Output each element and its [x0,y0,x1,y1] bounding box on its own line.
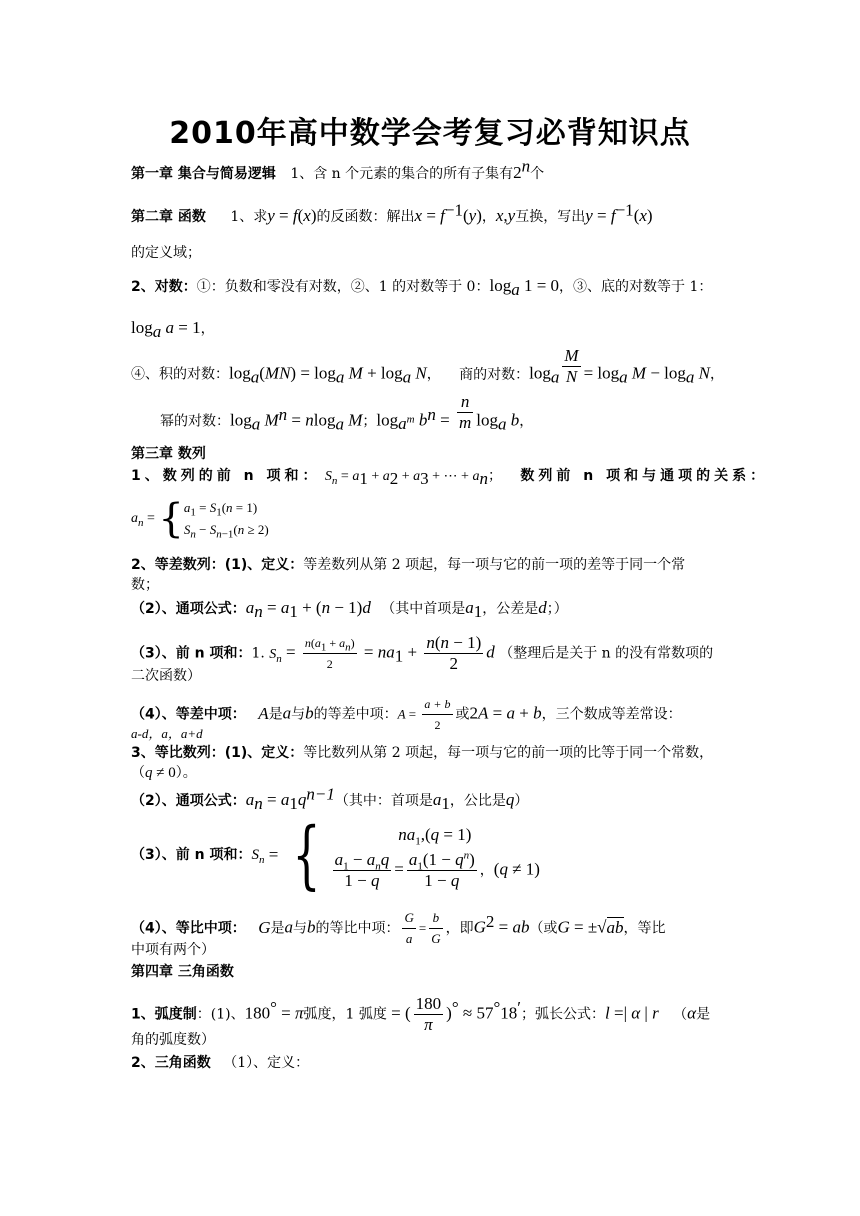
geo-general-label: （2）、通项公式： [131,793,246,809]
arith-mid-line: （4）、等差中项： A是a与b的等差中项：A = $\frac{a + b}{2}$ 或2A = a + b，三个数成等差常设： [131,694,730,735]
geo-mid-label: （4）、等比中项： [131,920,246,937]
geo-title: 3、等比数列 [131,745,211,761]
log-quotient-label: 商的对数： [459,366,530,383]
arith-mid-label: （4）、等差中项： [131,706,246,723]
chapter-2-label: 第二章 函数 [131,209,206,225]
chapter-4-label: 第四章 三角函数 [131,964,234,980]
log-power-label: 幂的对数： [160,413,230,430]
log-text-2: ，③、底的对数等于 1： [559,279,713,295]
log-base-line: $\log_a a = 1$， [131,318,215,341]
seq-piecewise: $a_n$ = { $a_1 = S_1(n = 1)$ $S_n - S_{n-1}(n \ge 2)$ [131,496,269,542]
arith-sum-note-2: 二次函数） [131,668,201,684]
trig-line [131,1053,730,1073]
inverse-text-c: ， [481,209,496,225]
chapter-1-label: 第一章 集合与简易逻辑 [131,166,276,182]
arith-general-line: （2）、通项公式：$a_n = a_1 + (n - 1)d$ （其中首项是$a_1$，公差是d；） [131,598,568,621]
arith-def: 等差数列从第 2 项起，每一项与它的前一项的差等于同一个常 [303,557,686,573]
inverse-text-a: 1、求 [230,209,268,225]
geo-general-line: （2）、通项公式：$a_n = a_1q^{n-1}$（其中：首项是$a_1$，公比是q） [131,784,529,813]
chapter-1-text: 1、含 n 个元素的集合的所有子集有 [290,166,514,182]
seq-relation-label: 数列前 n 项和与通项的关系： [520,468,769,484]
subset-count: 2$^n$ [513,156,531,182]
inverse-text-d: 互换，写出 [515,209,586,225]
geo-def-line [131,743,730,763]
geo-def-2: （q ≠ 0）。 [131,765,197,781]
arith-general-note: （其中首项是 [381,601,466,617]
arith-general-label: （2）、通项公式： [131,601,246,617]
trig-title: 2、三角函数 [131,1055,211,1071]
arith-def-label: ：(1)、定义： [210,557,304,573]
arith-sum-line: （3）、前 n 项和：1. $S_n$ = $\frac{n(a_1 + a_n)}{2}$ = $na_1$ + $\frac{n(n - 1)}{2}$ d （整理后是关于 n 的没有常数项的 [131,633,714,673]
geo-mid-line: （4）、等比中项： G是a与b的等比中项： $\frac{G}{a}$ = $\frac{b}{G}$ ，即$G^2 = ab$（或G = ±√ab，等比 [131,910,666,946]
arith-sum-note: （整理后是关于 n 的没有常数项的 [499,645,714,662]
inverse-text-b: 的反函数：解出 [316,209,415,225]
geo-def-label: ：(1)、定义： [210,745,304,761]
log-product-line: ④、积的对数：$\log_a(MN) = \log_a M + \log_a N$， 商的对数：$\log_a$ $\frac{M}{N}$ = $\log_a M - \log_a N$， [131,346,724,387]
geo-sum-line: （3）、前 n 项和：$S_n$ = { $na_1,(q = 1)$ $\frac{a_1 - a_nq}{1 - q}$ = $\frac{a_1(1 - q^n)}{1 - q}$ ，(q ≠ 1) [131,812,540,898]
log-product-label: ④、积的对数： [131,366,229,383]
geo-def: 等比数列从第 2 项起，每一项与它的前一项的比等于同一个常数， [303,745,714,761]
arith-mid-tail: a-d，a，a+d [131,726,203,741]
chapter-2-line: 第二章 函数 1、求y = f(x)的反函数：解出$x = f^{-1}(y)$，x,y互换，写出$y = f^{-1}(x)$ [131,200,653,225]
page-title: 2010年高中数学会考复习必背知识点 [169,116,691,151]
domain-line: 的定义域； [131,245,201,261]
radian-line: 1、弧度制：(1)、180° = π弧度，1 弧度 = ( $\frac{180}{\pi}$ )° ≈ 57°18′；弧长公式：l =| α | r （α是 [131,994,711,1034]
trig-text: （1）、定义： [223,1055,310,1071]
chapter-1-tail: 个 [530,166,545,182]
arith-title: 2、等差数列 [131,557,211,573]
seq-sum-line: 1、数列的前 n 项和： $S_n = a_1 + a_2 + a_3$ + ⋯ + $a_n$； 数列前 n 项和与通项的关系： [131,468,769,488]
log-power-line: 幂的对数：$\log_a M^n = nlog_a$ M；$\log_{a^m} b^n$ = $\frac{n}{m}$ $\log_a b$， [160,392,534,434]
chapter-1-line [131,156,730,184]
seq-sum-label: 1、数列的前 n 项和： [131,468,321,484]
radian-title: 1、弧度制 [131,1006,197,1023]
arith-def-2: 数； [131,577,159,593]
log-line: 2、对数：①：负数和零没有对数，②、1 的对数等于 0：$\log_a 1 = 0$，③、底的对数等于 1： [131,276,713,299]
radian-tail: 角的弧度数） [131,1032,215,1048]
arith-sum-label: （3）、前 n 项和： [131,645,252,662]
chapter-3-label: 第三章 数列 [131,446,206,462]
geo-mid-tail: 中项有两个） [131,942,215,958]
arith-def-line [131,555,730,575]
log-title: 2、对数： [131,279,197,295]
log-text: ①：负数和零没有对数，②、1 的对数等于 0： [196,279,490,295]
geo-sum-label: （3）、前 n 项和： [131,847,252,863]
geo-general-note: （其中：首项是 [334,793,433,809]
arith-sum-num: 1. [251,645,265,662]
formula-y-fx: y [267,206,275,225]
